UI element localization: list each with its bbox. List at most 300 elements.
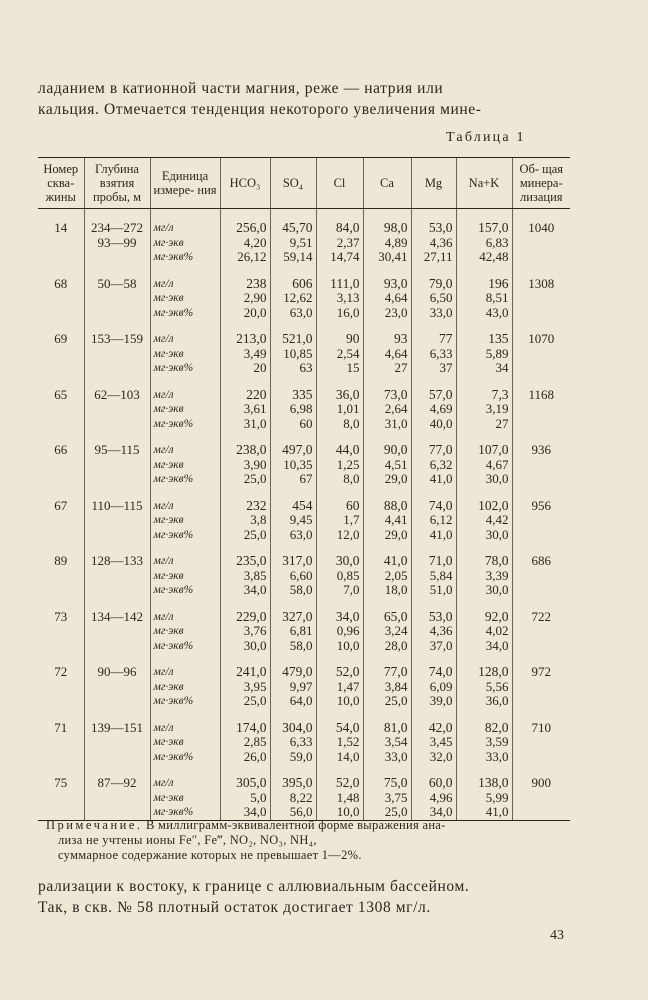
unit-label: мг·экв <box>153 791 184 804</box>
value-cell-mg <box>411 610 456 654</box>
table-row <box>38 221 570 265</box>
value-cell-cl <box>316 554 363 598</box>
value-so4: 335 <box>292 386 313 402</box>
unit-label: мг·экв <box>153 292 184 304</box>
value-ca: 3,75 <box>384 789 408 805</box>
value-cell-hco3 <box>220 610 270 654</box>
value-hco3: 3,85 <box>243 567 267 583</box>
depth-value: 128—133 <box>91 553 143 568</box>
well-number: 75 <box>54 775 68 790</box>
header-nak: Na+K <box>456 158 512 209</box>
value-cl: 1,47 <box>336 678 360 694</box>
value-cl: 10,0 <box>336 804 360 819</box>
value-cell-ca <box>363 443 411 487</box>
header-hco3: HCO₃ <box>220 158 270 209</box>
unit-label: мг·экв% <box>153 306 194 319</box>
bottom-paragraph <box>38 876 583 918</box>
value-hco3: 232 <box>246 497 267 513</box>
depth-value: 87—92 <box>97 775 137 790</box>
value-cell-so4 <box>270 332 316 376</box>
value-cl: 0,85 <box>336 567 360 583</box>
value-mg: 53,0 <box>428 220 453 235</box>
total-mineralization: 722 <box>531 608 551 624</box>
value-cl: 2,54 <box>336 345 360 361</box>
value-so4: 9,51 <box>289 234 313 250</box>
well-number-cell <box>38 443 84 487</box>
well-number-cell <box>38 665 84 709</box>
value-mg: 41,0 <box>429 526 453 542</box>
value-so4: 63 <box>299 360 313 375</box>
value-cell-hco3 <box>220 277 270 321</box>
value-cell-cl <box>316 221 363 265</box>
table-spacer <box>38 376 570 388</box>
depth-value: 93—99 <box>97 234 137 250</box>
value-nak: 34,0 <box>485 637 509 653</box>
value-ca: 88,0 <box>383 497 408 513</box>
value-nak: 33,0 <box>485 748 509 764</box>
header-total: Об- щая минера- лизация <box>512 158 570 209</box>
value-hco3: 20 <box>253 360 267 375</box>
value-nak: 128,0 <box>478 664 509 679</box>
value-hco3: 26,0 <box>243 748 267 764</box>
value-cl: 60 <box>346 497 360 513</box>
value-cell-nak <box>456 610 512 654</box>
table-row <box>38 665 570 709</box>
depth-cell <box>84 443 150 487</box>
value-cell-mg <box>411 776 456 820</box>
value-so4: 6,60 <box>289 567 313 583</box>
value-ca: 98,0 <box>383 220 408 235</box>
total-mineralization: 936 <box>531 442 551 457</box>
well-number: 67 <box>54 497 68 513</box>
value-cell-nak <box>456 388 512 432</box>
value-ca: 81,0 <box>383 719 408 735</box>
value-ca: 4,51 <box>384 456 408 472</box>
well-number-cell <box>38 277 84 321</box>
value-nak: 41,0 <box>485 804 509 819</box>
value-cell-hco3 <box>220 499 270 543</box>
value-mg: 6,33 <box>429 345 453 361</box>
table-row <box>38 332 570 376</box>
header-well: Номер сква- жины <box>38 158 84 209</box>
value-cell-nak <box>456 499 512 543</box>
header-mg: Mg <box>411 158 456 209</box>
value-cl: 0,96 <box>336 623 360 638</box>
value-so4: 59,0 <box>289 748 313 764</box>
value-nak: 4,42 <box>485 512 509 527</box>
note-label: Примечание. <box>46 818 143 832</box>
unit-label: мг·экв <box>153 458 184 471</box>
total-cell <box>512 277 570 321</box>
value-cell-ca <box>363 776 411 820</box>
value-mg: 79,0 <box>428 275 453 291</box>
value-cell-hco3 <box>220 776 270 820</box>
unit-label: мг·экв% <box>153 473 194 485</box>
unit-label: мг·экв% <box>153 806 194 818</box>
total-mineralization: 710 <box>531 719 551 735</box>
unit-label: мг·экв% <box>153 584 194 596</box>
value-cell-nak <box>456 721 512 765</box>
well-number: 65 <box>54 386 68 402</box>
value-cell-mg <box>411 721 456 765</box>
total-mineralization: 1308 <box>528 275 555 291</box>
value-so4: 6,98 <box>289 401 313 416</box>
value-cl: 8,0 <box>343 415 360 431</box>
well-number: 69 <box>54 331 68 346</box>
value-nak: 36,0 <box>485 693 509 708</box>
value-cl: 1,25 <box>336 456 360 472</box>
value-cell-cl <box>316 499 363 543</box>
value-cl: 34,0 <box>335 608 360 624</box>
value-mg: 77,0 <box>428 442 453 457</box>
value-hco3: 3,76 <box>243 623 267 638</box>
table-header-row <box>38 158 570 209</box>
value-cl: 1,01 <box>336 401 360 416</box>
depth-value: 62—103 <box>94 386 140 402</box>
value-cl: 14,0 <box>336 748 360 764</box>
value-ca: 75,0 <box>383 775 408 790</box>
value-ca: 4,64 <box>384 290 408 305</box>
value-cl: 2,37 <box>336 234 360 250</box>
value-cl: 90 <box>346 331 360 346</box>
value-so4: 59,14 <box>283 249 313 264</box>
value-cl: 84,0 <box>335 220 360 235</box>
table-row <box>38 443 570 487</box>
value-nak: 5,99 <box>485 789 509 805</box>
unit-label: мг/л <box>153 388 174 401</box>
value-cell-so4 <box>270 221 316 265</box>
total-cell <box>512 665 570 709</box>
total-mineralization: 972 <box>531 664 551 679</box>
well-number: 72 <box>54 664 68 679</box>
value-so4: 45,70 <box>282 220 313 235</box>
value-cl: 52,0 <box>335 664 360 679</box>
well-number: 89 <box>54 553 68 568</box>
value-mg: 4,69 <box>429 401 453 416</box>
value-nak: 107,0 <box>478 442 509 457</box>
table-spacer <box>38 598 570 610</box>
unit-cell <box>150 776 220 820</box>
value-nak: 6,83 <box>485 234 509 250</box>
value-mg: 57,0 <box>428 386 453 402</box>
value-cell-cl <box>316 610 363 654</box>
total-cell <box>512 388 570 432</box>
value-mg: 40,0 <box>429 415 453 431</box>
value-hco3: 238 <box>246 275 267 291</box>
value-hco3: 3,90 <box>243 456 267 472</box>
value-hco3: 174,0 <box>236 719 267 735</box>
depth-cell <box>84 665 150 709</box>
value-ca: 25,0 <box>384 804 408 819</box>
unit-label: мг/л <box>153 444 174 456</box>
value-so4: 9,97 <box>289 678 313 694</box>
value-so4: 64,0 <box>289 693 313 708</box>
unit-label: мг·экв% <box>153 362 194 374</box>
unit-cell <box>150 277 220 321</box>
value-cl: 12,0 <box>336 526 360 542</box>
value-cell-so4 <box>270 776 316 820</box>
well-number-cell <box>38 221 84 265</box>
unit-label: мг/л <box>153 555 174 567</box>
bottom-paragraph-line: рализации к востоку, к границе с аллювиальным бассейном. <box>38 878 470 895</box>
chemistry-table <box>38 157 570 821</box>
value-nak: 82,0 <box>484 719 509 735</box>
value-cell-ca <box>363 388 411 432</box>
value-mg: 41,0 <box>429 471 453 486</box>
value-cell-cl <box>316 443 363 487</box>
value-cell-so4 <box>270 443 316 487</box>
value-cell-nak <box>456 332 512 376</box>
value-mg: 4,96 <box>429 789 453 805</box>
total-cell <box>512 554 570 598</box>
unit-cell <box>150 332 220 376</box>
value-so4: 304,0 <box>282 719 313 735</box>
value-hco3: 2,90 <box>243 290 267 305</box>
total-cell <box>512 610 570 654</box>
value-cell-so4 <box>270 277 316 321</box>
value-cell-ca <box>363 332 411 376</box>
value-nak: 92,0 <box>484 608 509 624</box>
value-hco3: 26,12 <box>237 249 267 264</box>
table-row <box>38 277 570 321</box>
unit-label: мг/л <box>153 222 174 234</box>
value-mg: 42,0 <box>428 719 453 735</box>
value-hco3: 229,0 <box>236 608 267 624</box>
unit-label: мг/л <box>153 721 174 734</box>
value-cell-so4 <box>270 499 316 543</box>
value-so4: 67 <box>299 471 313 486</box>
value-cell-ca <box>363 554 411 598</box>
value-cl: 44,0 <box>335 442 360 457</box>
value-cell-hco3 <box>220 554 270 598</box>
value-ca: 30,41 <box>378 249 408 264</box>
value-cl: 54,0 <box>335 719 360 735</box>
unit-cell <box>150 721 220 765</box>
depth-value: 153—159 <box>91 331 143 346</box>
value-nak: 3,59 <box>485 734 509 749</box>
value-cl: 52,0 <box>335 775 360 790</box>
value-cell-mg <box>411 499 456 543</box>
depth-cell <box>84 610 150 654</box>
value-ca: 93,0 <box>383 275 408 291</box>
unit-label: мг·экв <box>153 403 184 415</box>
value-nak: 5,56 <box>485 678 509 694</box>
value-cl: 111,0 <box>330 275 360 291</box>
value-hco3: 25,0 <box>243 526 267 542</box>
value-cl: 1,52 <box>336 734 360 749</box>
header-ca: Ca <box>363 158 411 209</box>
value-nak: 5,89 <box>485 345 509 361</box>
value-ca: 41,0 <box>383 553 408 568</box>
value-cell-hco3 <box>220 665 270 709</box>
value-nak: 135 <box>488 331 509 346</box>
value-nak: 157,0 <box>478 220 509 235</box>
value-cell-mg <box>411 665 456 709</box>
top-paragraph-line: ладанием в катионной части магния, реже — натрия или <box>38 80 444 97</box>
value-hco3: 34,0 <box>243 804 267 819</box>
well-number-cell <box>38 332 84 376</box>
depth-cell <box>84 721 150 765</box>
value-cell-ca <box>363 610 411 654</box>
value-hco3: 31,0 <box>243 415 267 431</box>
value-so4: 6,33 <box>289 734 313 749</box>
value-so4: 63,0 <box>289 304 313 320</box>
well-number: 71 <box>54 719 68 735</box>
unit-label: мг·экв <box>153 680 184 693</box>
value-ca: 31,0 <box>384 415 408 431</box>
value-so4: 58,0 <box>289 582 313 597</box>
depth-cell <box>84 277 150 321</box>
depth-cell <box>84 499 150 543</box>
total-mineralization: 1070 <box>528 331 555 346</box>
value-mg: 51,0 <box>429 582 453 597</box>
depth-value: 234—272 <box>91 220 143 235</box>
header-unit: Единица измере- ния <box>150 158 220 209</box>
value-so4: 395,0 <box>282 775 313 790</box>
unit-label: мг·экв% <box>153 528 194 541</box>
value-cell-mg <box>411 221 456 265</box>
value-mg: 4,36 <box>429 234 453 250</box>
value-cell-cl <box>316 332 363 376</box>
total-mineralization: 686 <box>531 553 551 568</box>
unit-label: мг·экв <box>153 569 184 582</box>
table-spacer <box>38 709 570 721</box>
table-caption: Таблица 1 <box>446 130 526 145</box>
value-cell-nak <box>456 665 512 709</box>
depth-cell <box>84 554 150 598</box>
value-so4: 521,0 <box>282 331 313 346</box>
well-number: 68 <box>54 275 68 291</box>
value-hco3: 25,0 <box>243 471 267 486</box>
value-nak: 78,0 <box>484 553 509 568</box>
value-so4: 58,0 <box>289 637 313 653</box>
value-cell-cl <box>316 665 363 709</box>
value-so4: 63,0 <box>289 526 313 542</box>
value-cl: 1,7 <box>343 512 360 527</box>
value-hco3: 2,85 <box>243 734 267 749</box>
value-nak: 43,0 <box>485 304 509 320</box>
well-number: 66 <box>54 442 68 457</box>
value-hco3: 3,49 <box>243 345 267 361</box>
value-so4: 454 <box>292 497 313 513</box>
unit-cell <box>150 443 220 487</box>
value-hco3: 213,0 <box>236 331 267 346</box>
value-cell-cl <box>316 776 363 820</box>
value-hco3: 30,0 <box>243 637 267 653</box>
value-so4: 479,0 <box>282 664 313 679</box>
table-row <box>38 388 570 432</box>
value-ca: 3,84 <box>384 678 408 694</box>
value-mg: 74,0 <box>428 497 453 513</box>
depth-cell <box>84 776 150 820</box>
depth-value: 50—58 <box>97 275 137 291</box>
unit-cell <box>150 388 220 432</box>
value-mg: 34,0 <box>429 804 453 819</box>
value-nak: 3,19 <box>485 401 509 416</box>
bottom-paragraph-line: Так, в скв. № 58 плотный остаток достигает 1308 мг/л. <box>38 899 431 916</box>
value-cell-nak <box>456 277 512 321</box>
table-row <box>38 610 570 654</box>
depth-value: 90—96 <box>97 664 137 679</box>
total-mineralization: 1040 <box>528 220 555 235</box>
unit-label: мг/л <box>153 777 174 789</box>
value-cl: 14,74 <box>330 249 360 264</box>
unit-label: мг·экв <box>153 736 184 748</box>
depth-cell <box>84 388 150 432</box>
value-mg: 74,0 <box>428 664 453 679</box>
table-row <box>38 721 570 765</box>
value-ca: 4,41 <box>384 512 408 527</box>
depth-cell <box>84 221 150 265</box>
table-note <box>46 818 576 863</box>
value-cell-hco3 <box>220 443 270 487</box>
top-paragraph <box>38 78 583 120</box>
value-cl: 10,0 <box>336 693 360 708</box>
value-hco3: 235,0 <box>236 553 267 568</box>
value-cl: 1,48 <box>336 789 360 805</box>
value-nak: 3,39 <box>485 567 509 583</box>
value-hco3: 3,95 <box>243 678 267 694</box>
value-cell-hco3 <box>220 388 270 432</box>
unit-label: мг/л <box>153 499 174 512</box>
well-number-cell <box>38 721 84 765</box>
value-ca: 29,0 <box>384 471 408 486</box>
depth-value: 95—115 <box>94 442 140 457</box>
note-line: суммарное содержание которых не превышает 1—2%. <box>58 848 362 862</box>
total-cell <box>512 721 570 765</box>
value-cell-nak <box>456 554 512 598</box>
value-cell-so4 <box>270 554 316 598</box>
value-cell-ca <box>363 721 411 765</box>
table-row <box>38 776 570 820</box>
value-cell-ca <box>363 665 411 709</box>
table-spacer <box>38 487 570 499</box>
value-nak: 30,0 <box>485 471 509 486</box>
top-paragraph-line: кальция. Отмечается тенденция некоторого увеличения мине- <box>38 101 482 118</box>
value-cell-mg <box>411 554 456 598</box>
page-number: 43 <box>550 928 564 943</box>
value-nak: 34 <box>495 360 509 375</box>
value-mg: 37,0 <box>429 637 453 653</box>
total-cell <box>512 776 570 820</box>
value-so4: 60 <box>299 415 313 431</box>
unit-label: мг·экв <box>153 347 184 360</box>
well-number-cell <box>38 388 84 432</box>
value-so4: 497,0 <box>282 442 313 457</box>
value-mg: 6,09 <box>429 678 453 694</box>
value-mg: 27,11 <box>423 249 453 264</box>
value-cell-hco3 <box>220 721 270 765</box>
depth-cell <box>84 332 150 376</box>
unit-label: мг·экв <box>153 625 184 637</box>
value-nak: 102,0 <box>478 497 509 513</box>
value-ca: 4,64 <box>384 345 408 361</box>
value-mg: 33,0 <box>429 304 453 320</box>
value-ca: 23,0 <box>384 304 408 320</box>
value-hco3: 25,0 <box>243 693 267 708</box>
total-cell <box>512 332 570 376</box>
value-hco3: 5,0 <box>250 789 267 805</box>
value-cell-mg <box>411 443 456 487</box>
value-ca: 90,0 <box>383 442 408 457</box>
depth-value: 134—142 <box>91 608 143 624</box>
value-hco3: 305,0 <box>236 775 267 790</box>
value-ca: 77,0 <box>383 664 408 679</box>
value-mg: 3,45 <box>429 734 453 749</box>
value-nak: 30,0 <box>485 526 509 542</box>
value-cell-ca <box>363 221 411 265</box>
value-cell-so4 <box>270 721 316 765</box>
